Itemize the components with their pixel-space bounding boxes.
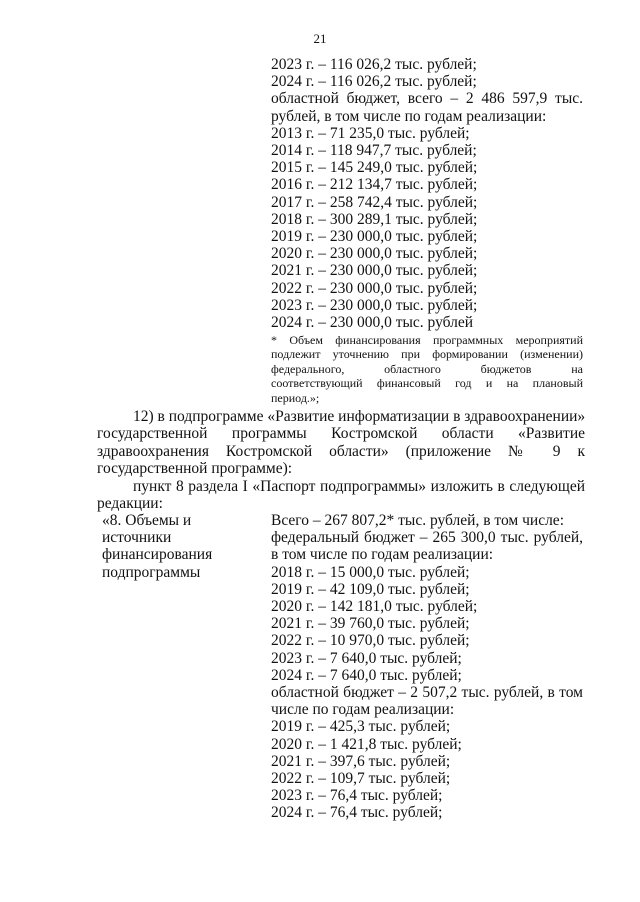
funding-line: 2021 г. – 397,6 тыс. рублей; (271, 752, 451, 770)
footnote (271, 333, 583, 405)
funding-line: 2019 г. – 42 109,0 тыс. рублей; (271, 580, 470, 598)
paragraph-line: государственной программе): (97, 459, 293, 477)
passport-label-line: «8. Объемы и (102, 512, 192, 529)
paragraph-line: 12) в подпрограмме «Развитие информатизации в здравоохранении» (133, 408, 586, 425)
funding-line: 2023 г. – 116 026,2 тыс. рублей; (271, 56, 477, 73)
funding-line: 2020 г. – 1 421,8 тыс. рублей; (271, 735, 462, 753)
funding-line: 2013 г. – 71 235,0 тыс. рублей; (271, 124, 470, 142)
funding-line: 2020 г. – 142 181,0 тыс. рублей; (271, 598, 478, 616)
footnote-line: соответствующий финансовый год и на плановый (271, 376, 583, 391)
funding-line: 2019 г. – 230 000,0 тыс. рублей; (271, 228, 478, 246)
funding-line: областной бюджет – 2 507,2 тыс. рублей, в том (271, 684, 583, 702)
funding-line: Всего – 267 807,2* тыс. рублей, в том числе: (271, 512, 564, 529)
funding-line: 2018 г. – 300 289,1 тыс. рублей; (271, 210, 478, 228)
footnote-line: * Объем финансирования программных мероприятий (271, 333, 583, 347)
funding-line: 2019 г. – 425,3 тыс. рублей; (271, 718, 451, 736)
funding-line: 2023 г. – 76,4 тыс. рублей; (271, 787, 443, 805)
funding-line: числе по годам реализации: (271, 701, 455, 719)
funding-line: 2023 г. – 7 640,0 тыс. рублей; (271, 649, 462, 667)
funding-line: 2024 г. – 76,4 тыс. рублей; (271, 804, 443, 822)
funding-line: 2023 г. – 230 000,0 тыс. рублей; (271, 296, 478, 314)
item-12-paragraph (97, 408, 585, 477)
funding-line: 2015 г. – 145 249,0 тыс. рублей; (271, 159, 478, 177)
funding-line: 2021 г. – 230 000,0 тыс. рублей; (271, 262, 478, 280)
funding-line: в том числе по годам реализации: (271, 546, 494, 564)
passport-label-line: финансирования (102, 546, 213, 564)
paragraph-line: пункт 8 раздела I «Паспорт подпрограммы» изложить в следующей (133, 478, 585, 495)
funding-line: рублей, в том числе по годам реализации: (271, 107, 547, 125)
funding-line: 2018 г. – 15 000,0 тыс. рублей; (271, 563, 470, 581)
funding-line: 2021 г. – 39 760,0 тыс. рублей; (271, 615, 470, 633)
footnote-line: федерального, областного бюджетов на (271, 361, 583, 376)
funding-line: 2020 г. – 230 000,0 тыс. рублей; (271, 245, 478, 263)
passport-label-line: подпрограммы (102, 563, 201, 581)
funding-line: федеральный бюджет – 265 300,0 тыс. рублей, (271, 529, 583, 547)
funding-line: 2014 г. – 118 947,7 тыс. рублей; (271, 142, 477, 160)
funding-line: 2024 г. – 7 640,0 тыс. рублей; (271, 666, 462, 684)
funding-line: 2022 г. – 230 000,0 тыс. рублей; (271, 279, 478, 297)
footnote-line: подлежит уточнению при формировании (изменении) (271, 347, 583, 362)
funding-line: 2016 г. – 212 134,7 тыс. рублей; (271, 176, 478, 194)
paragraph-line: редакции: (97, 495, 163, 513)
funding-line: 2022 г. – 109,7 тыс. рублей; (271, 770, 451, 788)
funding-line: 2017 г. – 258 742,4 тыс. рублей; (271, 193, 478, 211)
passport-label-line: источники (102, 529, 172, 547)
top-funding-block (271, 56, 583, 331)
paragraph-line: здравоохранения Костромской области» (приложение № 9 к (97, 442, 585, 460)
funding-line: 2024 г. – 116 026,2 тыс. рублей; (271, 73, 477, 91)
instruction-paragraph (97, 478, 585, 513)
funding-line: областной бюджет, всего – 2 486 597,9 тыс. (271, 90, 583, 108)
funding-line: 2022 г. – 10 970,0 тыс. рублей; (271, 632, 470, 650)
footnote-line: период.»; (271, 390, 320, 405)
page-number: 21 (313, 31, 327, 46)
paragraph-line: государственной программы Костромской области «Развитие (97, 425, 585, 443)
funding-line: 2024 г. – 230 000,0 тыс. рублей (271, 314, 474, 332)
passport-label (102, 512, 262, 581)
passport-funding (271, 512, 583, 822)
